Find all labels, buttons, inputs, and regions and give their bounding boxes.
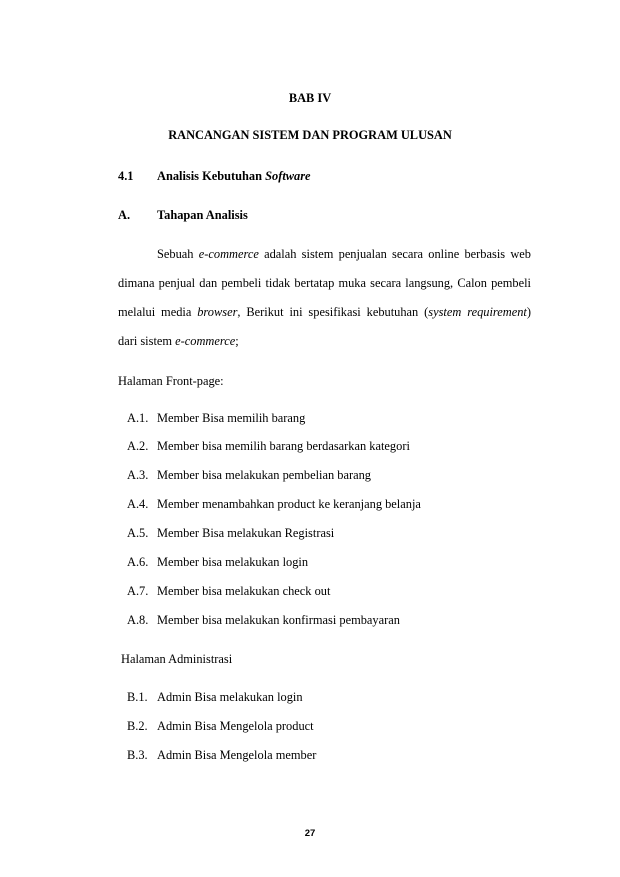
section-title-text: Analisis Kebutuhan bbox=[157, 169, 266, 183]
list-item: Member bisa melakukan pembelian barang bbox=[157, 468, 372, 482]
section-title bbox=[157, 168, 311, 184]
paragraph-italic: e-commerce bbox=[198, 247, 259, 261]
list-item: Member menambahkan product ke keranjang belanja bbox=[157, 497, 421, 511]
frontpage-heading: Halaman Front-page: bbox=[118, 374, 224, 388]
list-item: Member Bisa melakukan Registrasi bbox=[157, 526, 335, 540]
paragraph-text: adalah sistem penjualan secara online berbasis web bbox=[258, 247, 531, 261]
paragraph-text: ) bbox=[526, 305, 531, 319]
list-item-number: A.6. bbox=[127, 555, 149, 569]
list-item-number: A.4. bbox=[127, 497, 149, 511]
paragraph-line-3 bbox=[118, 304, 531, 320]
section-number: 4.1 bbox=[118, 169, 134, 183]
admin-heading: Halaman Administrasi bbox=[121, 652, 233, 666]
paragraph-text: melalui media bbox=[118, 305, 198, 319]
paragraph-text: dari sistem bbox=[118, 334, 176, 348]
paragraph-text: , Berikut ini spesifikasi kebutuhan ( bbox=[237, 305, 429, 319]
list-item: Member Bisa memilih barang bbox=[157, 411, 306, 425]
page-number: 27 bbox=[304, 828, 316, 839]
chapter-title: RANCANGAN SISTEM DAN PROGRAM ULUSAN bbox=[168, 128, 452, 142]
list-item: Member bisa melakukan login bbox=[157, 555, 309, 569]
paragraph-italic: system requirement bbox=[428, 305, 527, 319]
subsection-letter: A. bbox=[118, 208, 131, 222]
list-item: Member bisa melakukan konfirmasi pembayaran bbox=[157, 613, 400, 627]
list-item-number: A.1. bbox=[127, 411, 149, 425]
list-item-number: A.2. bbox=[127, 439, 149, 453]
list-item-number: A.5. bbox=[127, 526, 149, 540]
list-item: Admin Bisa melakukan login bbox=[157, 690, 303, 704]
paragraph-line-4 bbox=[118, 333, 239, 349]
paragraph-line-1 bbox=[157, 246, 531, 262]
chapter-heading: BAB IV bbox=[288, 91, 332, 105]
subsection-title: Tahapan Analisis bbox=[157, 208, 248, 222]
section-title-italic: Software bbox=[265, 169, 311, 183]
list-item-number: A.3. bbox=[127, 468, 149, 482]
list-item-number: A.7. bbox=[127, 584, 149, 598]
list-item: Member bisa melakukan check out bbox=[157, 584, 331, 598]
list-item-number: B.1. bbox=[127, 690, 148, 704]
list-item-number: B.2. bbox=[127, 719, 148, 733]
list-item-number: B.3. bbox=[127, 748, 148, 762]
paragraph-text: ; bbox=[235, 334, 239, 348]
paragraph-italic: browser bbox=[197, 305, 238, 319]
paragraph-italic: e-commerce bbox=[175, 334, 236, 348]
list-item: Admin Bisa Mengelola member bbox=[157, 748, 317, 762]
list-item: Admin Bisa Mengelola product bbox=[157, 719, 314, 733]
paragraph-text: Sebuah bbox=[157, 247, 199, 261]
list-item-number: A.8. bbox=[127, 613, 149, 627]
list-item: Member bisa memilih barang berdasarkan kategori bbox=[157, 439, 410, 453]
paragraph-line-2: dimana penjual dan pembeli tidak bertatap muka secara langsung, Calon pembeli bbox=[118, 276, 531, 290]
